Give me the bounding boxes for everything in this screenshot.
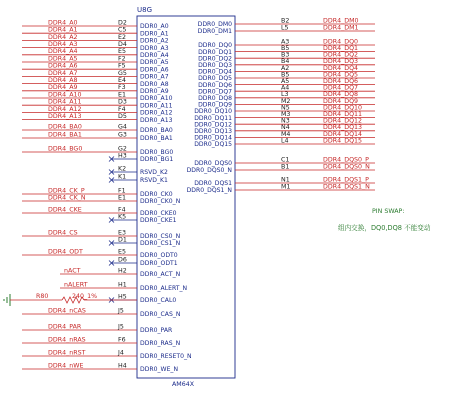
pin-number: E3	[118, 229, 126, 237]
pin-signal-name: DDR0_DQ7	[198, 88, 232, 96]
pin-signal-name: DDR0_DQ8	[198, 95, 232, 102]
pin-number: L4	[281, 137, 289, 145]
net-label: DDR4_PAR	[48, 323, 82, 331]
pin-number: G4	[118, 123, 127, 131]
net-label: DDR4_DQ1	[323, 45, 359, 52]
pin-number: E4	[118, 77, 126, 84]
net-label: DDR4_DQ15	[323, 137, 363, 145]
pin-number: E1	[118, 91, 126, 99]
left-pin-row	[22, 336, 180, 347]
pin-number: L5	[281, 24, 289, 32]
net-label: DDR4_DQS1_P	[323, 176, 369, 184]
pin-number: B4	[281, 58, 290, 66]
net-label: DDR4_DQ14	[323, 130, 363, 138]
pin-number: B3	[281, 51, 290, 59]
left-pin-row	[60, 281, 187, 292]
pin-number: L3	[281, 91, 289, 99]
left-pin-row	[22, 349, 192, 360]
net-label: DDR4_A12	[48, 105, 82, 113]
pin-signal-name: DDR0_DQS0_N	[186, 167, 232, 175]
pin-number: F4	[118, 105, 126, 113]
pin-number: F4	[118, 206, 126, 214]
pin-signal-name: DDR0_ODT0	[140, 252, 178, 260]
net-label: DDR4_DQ10	[323, 104, 363, 112]
pin-signal-name: DDR0_DM1	[197, 28, 232, 36]
pin-number: D6	[118, 256, 127, 264]
right-pin-group	[187, 17, 375, 194]
pin-number: A4	[281, 84, 290, 92]
pin-number: A5	[281, 78, 290, 85]
pin-signal-name: DDR0_A12	[140, 109, 173, 117]
left-pin-row	[22, 307, 180, 318]
pin-signal-name: DDR0_CAS_N	[140, 311, 181, 319]
pin-signal-name: DDR0_DQ12	[194, 121, 232, 129]
pin-swap-title: PIN SWAP:	[372, 208, 405, 215]
pin-number: N4	[281, 124, 290, 132]
pin-number: B5	[281, 45, 290, 52]
pin-number: J5	[118, 307, 124, 315]
net-label: DDR4_DQ12	[323, 117, 363, 125]
pin-signal-name: DDR0_CS0_N	[140, 233, 181, 241]
left-pin-row	[22, 362, 178, 373]
pin-number: D3	[118, 98, 127, 106]
pin-number: G2	[118, 145, 127, 153]
pin-signal-name: DDR0_A8	[140, 80, 169, 88]
pin-signal-name: DDR0_DQ6	[198, 81, 232, 89]
pin-number: B2	[281, 17, 290, 25]
pin-signal-name: DDR0_A1	[140, 30, 169, 38]
pin-signal-name: DDR0_A10	[140, 95, 173, 103]
net-label: DDR4_A9	[48, 84, 78, 92]
left-pin-row	[22, 206, 177, 217]
pin-signal-name: DDR0_DQ2	[198, 55, 232, 63]
pin-signal-name: DDR0_DQS1	[194, 180, 232, 188]
pin-number: M2	[281, 97, 291, 105]
pin-signal-name: DDR0_DQ14	[194, 134, 232, 142]
pin-signal-name: DDR0_DQ4	[198, 68, 232, 76]
pin-signal-name: DDR0_DQS0	[194, 160, 232, 168]
net-label: DDR4_A0	[48, 19, 78, 27]
pin-number: N1	[281, 176, 290, 184]
left-pin-group	[22, 19, 192, 373]
pin-number: C5	[118, 26, 127, 34]
net-label: DDR4_nWE	[48, 362, 84, 370]
pin-signal-name: DDR0_CK0_N	[140, 198, 181, 206]
pin-number: K1	[118, 173, 127, 181]
pin-signal-name: DDR0_WE_N	[140, 366, 179, 374]
net-label: DDR4_A2	[48, 33, 78, 41]
pin-signal-name: DDR0_DQ0	[198, 42, 232, 50]
net-label: DDR4_DQ11	[323, 111, 363, 118]
net-label: DDR4_BA1	[48, 131, 82, 139]
pin-signal-name: DDR0_DQ1	[198, 48, 232, 56]
net-label: nALERT	[64, 281, 88, 289]
pin-signal-name: DDR0_BA0	[140, 127, 173, 135]
pin-number: N5	[281, 104, 290, 112]
net-label: DDR4_BA0	[48, 123, 82, 131]
pin-signal-name: DDR0_DQ13	[194, 128, 232, 135]
left-pin-row	[22, 187, 173, 198]
pin-number: E2	[118, 33, 126, 41]
pin-signal-name: RSVD_K2	[140, 169, 168, 177]
pin-number: H5	[118, 293, 127, 301]
pin-signal-name: DDR0_BA1	[140, 135, 173, 143]
pin-signal-name: DDR0_CK0	[140, 191, 173, 199]
pin-number: D4	[118, 41, 127, 48]
pin-number: A2	[281, 64, 290, 72]
net-label: DDR4_DQS0_P	[323, 156, 369, 164]
pin-swap-note: 组内交换，DQ0,DQ8 不能变动	[338, 224, 431, 232]
pin-number: D5	[118, 113, 127, 120]
net-label: DDR4_DQ8	[323, 91, 359, 99]
net-label: DDR4_BG0	[48, 145, 83, 153]
pin-number: M1	[281, 183, 291, 191]
pin-number: J5	[118, 323, 124, 331]
net-label: DDR4_A7	[48, 69, 78, 77]
pin-number: B1	[281, 163, 290, 171]
pin-signal-name: DDR0_DQ10	[194, 108, 232, 116]
net-label: DDR4_nRAS	[48, 336, 86, 344]
pin-signal-name: RSVD_K1	[140, 177, 168, 185]
pin-signal-name: DDR0_A11	[140, 102, 173, 110]
pin-number: F5	[118, 62, 126, 70]
pin-number: C1	[281, 156, 290, 164]
pin-signal-name: DDR0_DQ15	[194, 141, 232, 149]
net-label: DDR4_A11	[48, 98, 82, 106]
pin-signal-name: DDR0_A5	[140, 59, 169, 67]
net-label: DDR4_A6	[48, 62, 78, 70]
pin-number: G3	[118, 131, 127, 139]
net-label: nACT	[64, 267, 81, 275]
left-pin-row	[22, 323, 173, 334]
net-label: DDR4_DM0	[323, 17, 359, 25]
pin-signal-name: DDR0_CS1_N	[140, 240, 181, 248]
pin-signal-name: DDR0_CKE0	[140, 210, 177, 218]
pin-number: B5	[281, 71, 290, 79]
pin-signal-name: DDR0_ALERT_N	[140, 285, 188, 293]
net-label: DDR4_nCAS	[48, 307, 86, 315]
pin-signal-name: DDR0_PAR	[140, 327, 173, 335]
pin-number: N3	[281, 117, 290, 125]
left-pin-row	[22, 248, 178, 259]
net-label: DDR4_DQ4	[323, 64, 359, 72]
net-label: DDR4_DQ5	[323, 71, 359, 79]
pin-signal-name: DDR0_RESET0_N	[140, 353, 192, 361]
pin-signal-name: DDR0_DQ11	[194, 114, 232, 122]
left-pin-row	[22, 229, 180, 240]
pin-signal-name: DDR0_A9	[140, 88, 169, 95]
net-label: DDR4_DQ6	[323, 78, 359, 85]
net-label: DDR4_A1	[48, 26, 78, 34]
net-label: DDR4_A10	[48, 91, 82, 99]
pin-signal-name: DDR0_DQ3	[198, 62, 232, 69]
net-label: DDR4_DQ2	[323, 51, 359, 59]
pin-number: H2	[118, 267, 127, 275]
pin-number: A3	[281, 38, 290, 46]
pin-signal-name: DDR0_A6	[140, 66, 169, 74]
pin-signal-name: DDR0_A7	[140, 73, 169, 81]
pin-signal-name: DDR0_RAS_N	[140, 340, 181, 348]
pin-signal-name: DDR0_A13	[140, 116, 173, 124]
pin-number: F2	[118, 55, 126, 63]
net-label: DDR4_A4	[48, 48, 78, 56]
pin-signal-name: DDR0_A0	[140, 23, 169, 31]
pin-number: D2	[118, 19, 127, 27]
pin-signal-name: DDR0_DM0	[197, 21, 232, 29]
resistor-value: 240_1%	[72, 293, 98, 300]
net-label: DDR4_A5	[48, 55, 78, 63]
net-label: DDR4_ODT	[48, 248, 83, 256]
pin-signal-name: DDR0_A3	[140, 44, 169, 52]
pin-number: K2	[118, 165, 127, 173]
net-label: DDR4_nRST	[48, 349, 86, 357]
net-label: DDR4_A13	[48, 113, 82, 120]
pin-number: E5	[118, 248, 126, 256]
pin-number: D1	[118, 236, 127, 244]
pin-number: H4	[118, 362, 127, 370]
pin-number: E5	[118, 48, 126, 56]
net-label: DDR4_A3	[48, 41, 78, 48]
pin-signal-name: DDR0_DQ5	[198, 75, 232, 83]
pin-signal-name: DDR0_DQ9	[198, 101, 232, 109]
net-label: DDR4_CS	[48, 229, 78, 237]
pin-number: H3	[118, 152, 127, 160]
pin-signal-name: DDR0_CKE1	[140, 217, 177, 225]
net-label: DDR4_CK_P	[48, 187, 85, 195]
component-refdes: U8G	[137, 6, 153, 14]
left-pin-row	[22, 145, 173, 156]
pin-number: M3	[281, 111, 291, 118]
net-label: DDR4_CK_N	[48, 194, 86, 202]
left-pin-row	[109, 293, 176, 304]
left-pin-row	[22, 123, 173, 134]
net-label: DDR4_A8	[48, 77, 78, 84]
pin-number: G5	[118, 69, 127, 77]
pin-signal-name: DDR0_BG0	[140, 149, 174, 157]
net-label: DDR4_DQ13	[323, 124, 363, 132]
pin-signal-name: DDR0_ACT_N	[140, 271, 181, 279]
pin-signal-name: DDR0_DQS1_N	[186, 187, 232, 195]
net-label: DDR4_DQ9	[323, 97, 359, 105]
pin-signal-name: DDR0_A4	[140, 52, 169, 59]
left-pin-row	[60, 267, 180, 278]
left-pin-row	[22, 19, 169, 30]
pin-signal-name: DDR0_CAL0	[140, 297, 177, 305]
pin-number: F6	[118, 336, 126, 344]
net-label: DDR4_DQ7	[323, 84, 359, 92]
resistor-refdes: R80	[36, 293, 49, 300]
pin-signal-name: DDR0_BG1	[140, 156, 174, 164]
net-label: DDR4_DQ0	[323, 38, 359, 46]
pin-signal-name: DDR0_ODT1	[140, 260, 178, 268]
pin-number: F1	[118, 187, 126, 195]
pin-number: E1	[118, 194, 126, 202]
pin-number: H1	[118, 281, 127, 289]
pin-number: M4	[281, 130, 291, 138]
net-label: DDR4_DQ3	[323, 58, 359, 66]
pin-number: F3	[118, 84, 126, 92]
net-label: DDR4_CKE	[48, 206, 82, 214]
net-label: DDR4_DQS1_N	[323, 183, 370, 191]
net-label: DDR4_DM1	[323, 24, 359, 32]
component-part-number: AM64X	[172, 381, 195, 388]
net-label: DDR4_DQS0_N	[323, 163, 370, 171]
pin-signal-name: DDR0_A2	[140, 37, 169, 45]
pin-number: J4	[118, 349, 124, 357]
pin-number: K5	[118, 213, 127, 221]
